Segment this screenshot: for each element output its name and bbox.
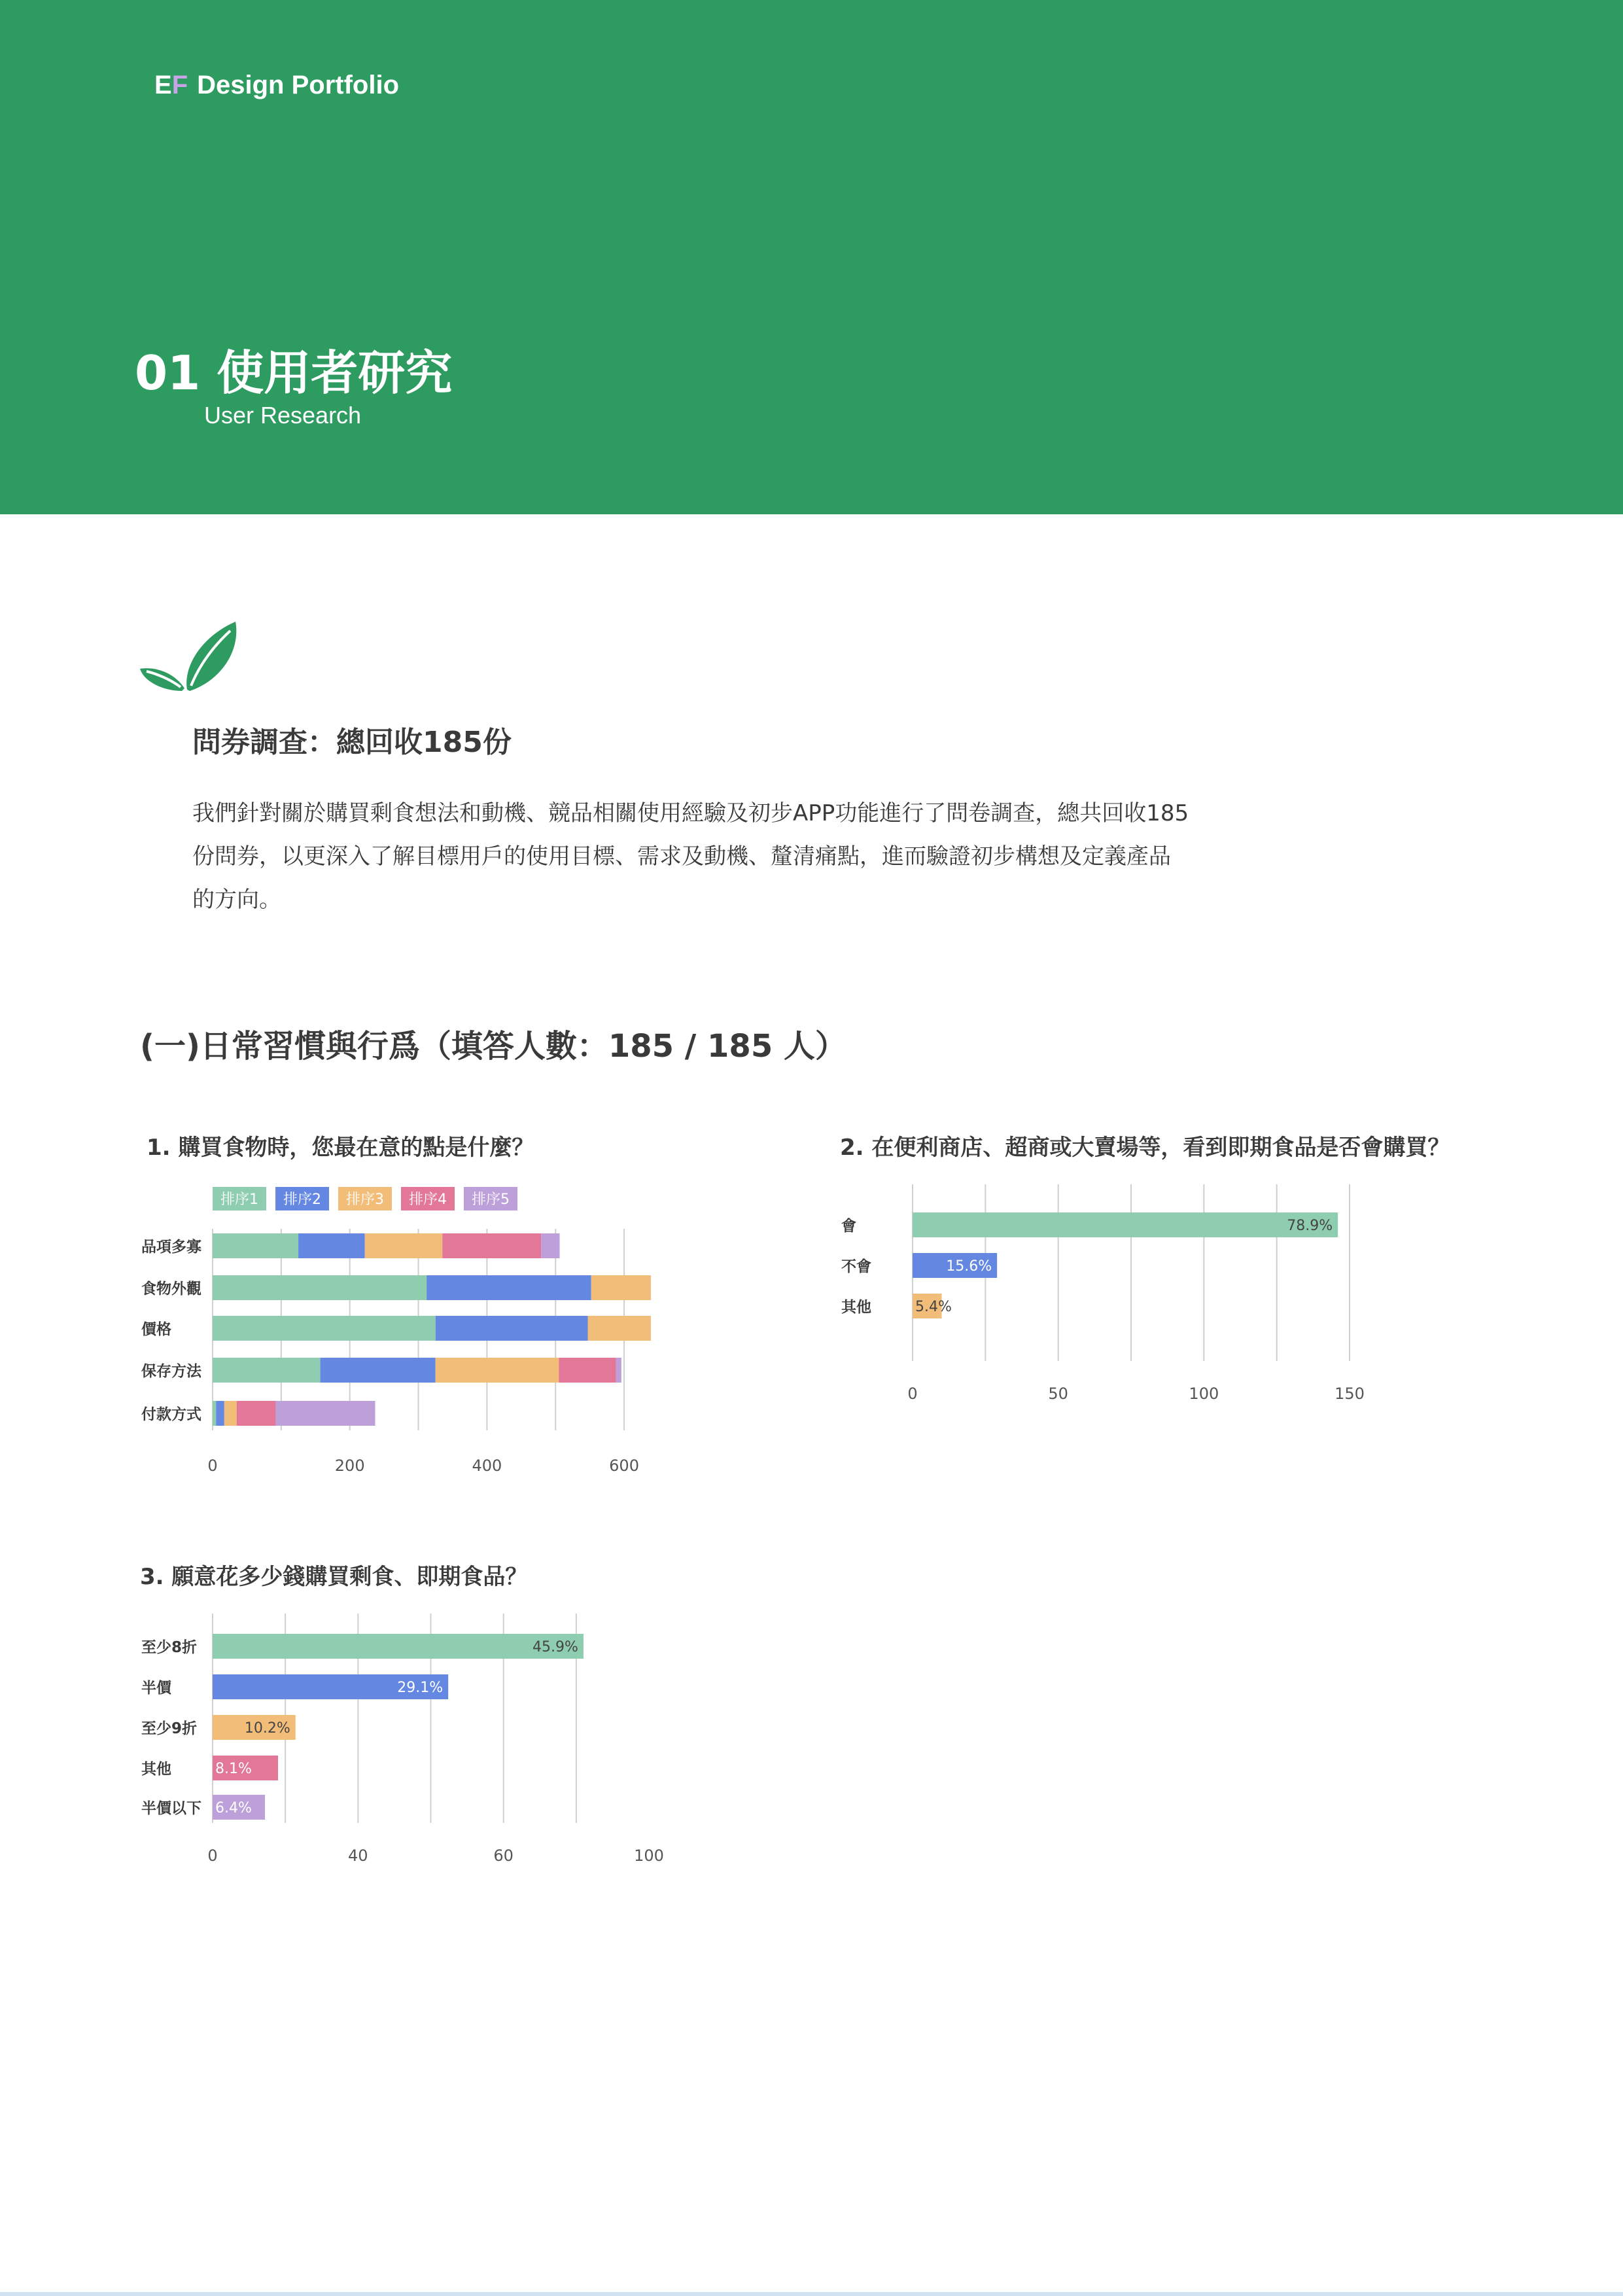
bar-segment xyxy=(559,1358,616,1383)
category-label: 不會 xyxy=(841,1258,871,1275)
logo-text: Design Portfolio xyxy=(197,71,400,99)
category-label: 保存方法 xyxy=(141,1363,201,1380)
category-label: 至少9折 xyxy=(141,1720,198,1737)
x-tick-label: 0 xyxy=(207,1846,218,1865)
category-label: 半價 xyxy=(141,1680,171,1697)
bar-segment xyxy=(436,1316,588,1341)
data-label: 6.4% xyxy=(215,1800,252,1816)
logo-letter-e: E xyxy=(154,71,172,99)
legend-label: 排序1 xyxy=(220,1192,258,1208)
category-label: 其他 xyxy=(141,1761,171,1778)
x-tick-label: 60 xyxy=(493,1846,514,1865)
x-tick-label: 400 xyxy=(472,1457,502,1475)
legend-label: 排序2 xyxy=(283,1192,321,1208)
category-label: 其他 xyxy=(841,1299,871,1316)
chart1-stacked-bar xyxy=(131,1178,720,1479)
legend-label: 排序3 xyxy=(346,1192,384,1208)
data-label: 78.9% xyxy=(1287,1218,1333,1234)
category-label: 品項多寡 xyxy=(141,1239,201,1256)
logo-letter-f: F xyxy=(171,71,188,99)
bar-segment xyxy=(436,1358,559,1383)
data-label: 15.6% xyxy=(946,1258,992,1275)
chart3-bar xyxy=(131,1603,720,1871)
survey-description xyxy=(192,792,1213,921)
survey-line: 我們針對關於購買剩食想法和動機、競品相關使用經驗及初步APP功能進行了問卷調查，總共回收185 xyxy=(192,800,1189,826)
bar xyxy=(213,1634,584,1659)
x-tick-label: 40 xyxy=(348,1846,368,1865)
bar-segment xyxy=(365,1233,442,1258)
x-tick-label: 0 xyxy=(907,1385,918,1403)
bar-segment xyxy=(216,1401,224,1426)
data-label: 8.1% xyxy=(215,1761,252,1777)
data-label: 5.4% xyxy=(915,1299,952,1315)
x-tick-label: 50 xyxy=(1048,1385,1068,1403)
bar-segment xyxy=(213,1358,321,1383)
section-heading: (一)日常習慣與行爲（填答人數：185 / 185 人） xyxy=(140,1028,846,1065)
chart1-title: 1. 購買食物時，您最在意的點是什麼？ xyxy=(147,1135,534,1161)
x-tick-label: 600 xyxy=(609,1457,639,1475)
bar-segment xyxy=(591,1275,651,1300)
legend-label: 排序5 xyxy=(472,1192,510,1208)
bar-segment xyxy=(587,1316,650,1341)
bar-segment xyxy=(213,1401,216,1426)
category-label: 半價以下 xyxy=(141,1800,201,1817)
logo xyxy=(154,71,399,100)
header-banner xyxy=(0,0,1623,514)
data-label: 45.9% xyxy=(532,1639,578,1655)
x-tick-label: 200 xyxy=(334,1457,365,1475)
chart2-title: 2. 在便利商店、超商或大賣場等，看到即期食品是否會購買？ xyxy=(840,1135,1450,1161)
leaf-icon xyxy=(137,618,242,696)
bar-segment xyxy=(427,1275,591,1300)
bar-segment xyxy=(541,1233,559,1258)
data-label: 29.1% xyxy=(397,1680,444,1696)
x-tick-label: 150 xyxy=(1335,1385,1365,1403)
bar-segment xyxy=(213,1275,427,1300)
survey-title: 問券調查：總回收185份 xyxy=(192,726,512,759)
bar-segment xyxy=(213,1316,436,1341)
category-label: 食物外觀 xyxy=(141,1280,201,1298)
bar-segment xyxy=(213,1233,298,1258)
bar xyxy=(913,1212,1338,1237)
category-label: 至少8折 xyxy=(141,1639,198,1656)
footer-divider xyxy=(0,2292,1623,2296)
chart2-bar xyxy=(831,1178,1420,1426)
x-tick-label: 100 xyxy=(634,1846,664,1865)
bar-segment xyxy=(224,1401,237,1426)
page-title: 01 使用者研究 xyxy=(135,345,453,400)
bar-segment xyxy=(616,1358,621,1383)
x-tick-label: 0 xyxy=(207,1457,218,1475)
bar-segment xyxy=(237,1401,276,1426)
x-tick-label: 100 xyxy=(1189,1385,1219,1403)
bar-segment xyxy=(298,1233,365,1258)
chart3-title: 3. 願意花多少錢購買剩食、即期食品？ xyxy=(140,1564,528,1590)
bar-segment xyxy=(275,1401,375,1426)
legend-label: 排序4 xyxy=(409,1192,447,1208)
survey-line: 份問券，以更深入了解目標用戶的使用目標、需求及動機、釐清痛點，進而驗證初步構想及定義產品 xyxy=(192,843,1171,870)
survey-line: 的方向。 xyxy=(192,887,281,913)
category-label: 價格 xyxy=(141,1321,171,1338)
category-label: 付款方式 xyxy=(141,1406,201,1423)
category-label: 會 xyxy=(841,1218,856,1235)
data-label: 10.2% xyxy=(244,1720,290,1737)
page-subtitle: User Research xyxy=(204,402,362,429)
bar-segment xyxy=(321,1358,436,1383)
bar-segment xyxy=(442,1233,541,1258)
